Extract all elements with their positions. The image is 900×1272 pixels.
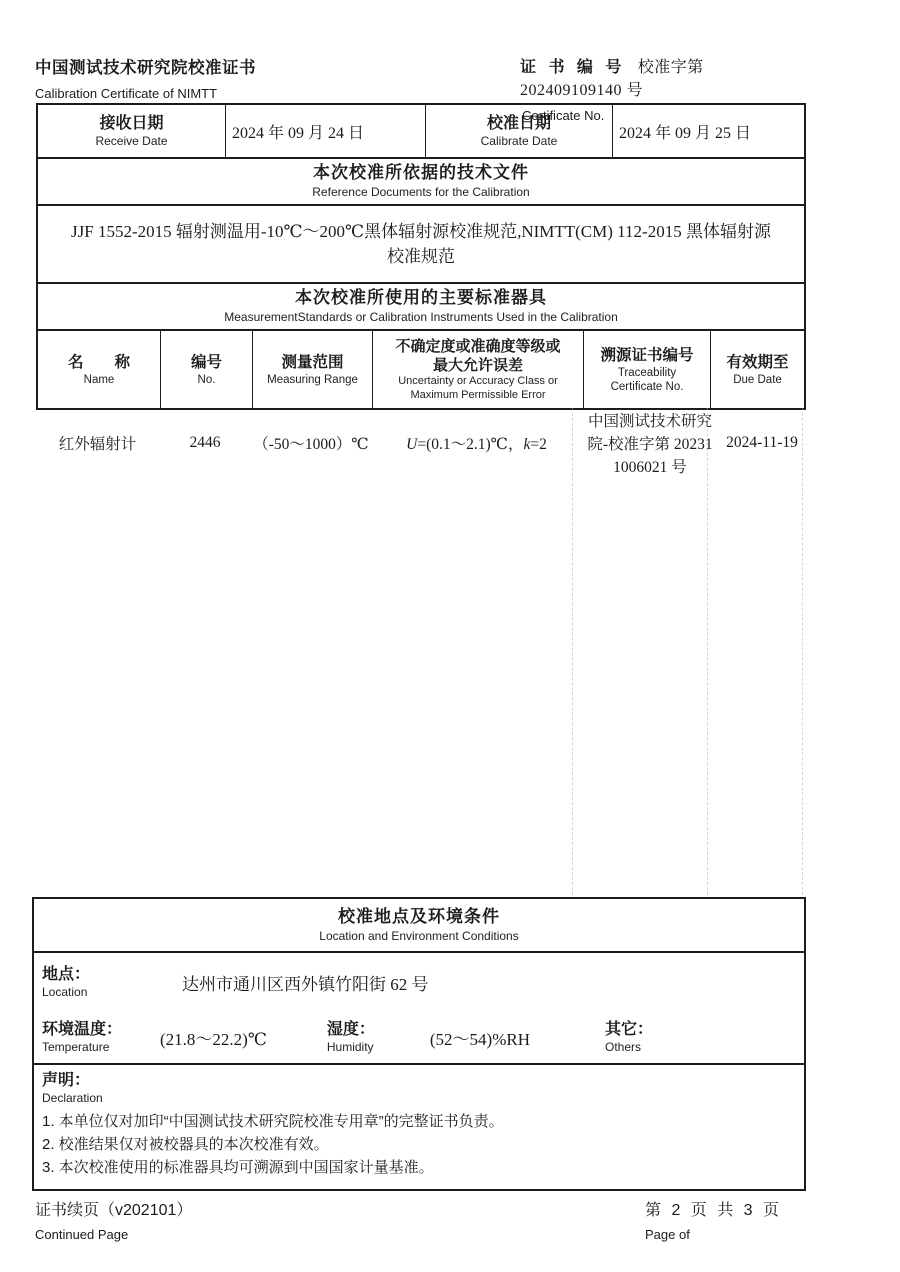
column-header-due xyxy=(711,331,804,408)
humidity-value: (52～54)%RH xyxy=(429,1029,530,1049)
reference-docs-title-zh: 本次校准所依据的技术文件 xyxy=(313,163,529,182)
instrument-no: 2446 xyxy=(189,434,221,451)
declaration-label-zh: 声明： xyxy=(42,1072,91,1089)
traceability-line3: 1006021 号 xyxy=(613,459,687,476)
page-number-en: Page of xyxy=(645,1227,690,1242)
reference-docs-content xyxy=(38,204,804,282)
instrument-traceability xyxy=(582,405,718,481)
temperature-value: (21.8～22.2)℃ xyxy=(160,1029,267,1049)
column-uncertainty-en-line2: Maximum Permissible Error xyxy=(410,388,546,401)
continued-page-en: Continued Page xyxy=(35,1227,129,1242)
declaration-item-3: 3. 本次校准使用的标准器具均可溯源到中国国家计量基准。 xyxy=(42,1159,434,1176)
location-label-en: Location xyxy=(42,984,88,999)
traceability-line2: 院-校准字第 20231 xyxy=(587,436,713,453)
declaration-items xyxy=(42,1110,796,1179)
standards-title xyxy=(38,282,804,329)
declaration-section xyxy=(34,1063,804,1189)
certificate-title-zh: 中国测试技术研究院校准证书 xyxy=(35,59,256,77)
environment-row xyxy=(34,1011,804,1063)
receive-date-label-zh: 接收日期 xyxy=(99,114,164,132)
certificate-no-label-en: Certificate No. xyxy=(522,108,605,123)
location-row xyxy=(34,953,804,1011)
standards-title-zh: 本次校准所使用的主要标准器具 xyxy=(295,288,547,307)
declaration-item-2: 2. 校准结果仅对被校器具的本次校准有效。 xyxy=(42,1136,329,1153)
instrument-name: 红外辐射计 xyxy=(58,436,137,453)
location-label xyxy=(42,965,90,1000)
receive-date-value-cell xyxy=(226,105,426,157)
calibrate-date-label-cell xyxy=(426,105,613,157)
declaration-item-1: 1. 本单位仅对加印“中国测试技术研究院校准专用章”的完整证书负责。 xyxy=(42,1113,504,1130)
column-range-zh: 测量范围 xyxy=(281,353,344,371)
calibrate-date-label-zh: 校准日期 xyxy=(486,114,551,132)
column-header-uncertainty xyxy=(373,331,584,408)
location-label-zh: 地点： xyxy=(42,965,91,983)
column-range-en: Measuring Range xyxy=(267,373,358,386)
scan-artifact-line xyxy=(707,408,708,895)
instrument-uncertainty xyxy=(371,405,582,481)
column-traceability-en-line2: Certificate No. xyxy=(610,380,684,393)
declaration-label-en: Declaration xyxy=(42,1091,103,1105)
uncertainty-expression: U=(0.1～2.1)℃，k=2 xyxy=(406,436,547,453)
calibrate-date-label-en: Calibrate Date xyxy=(480,133,558,148)
continued-page-zh: 证书续页（v202101） xyxy=(35,1202,193,1219)
column-header-name xyxy=(38,331,161,408)
certificate-title-en: Calibration Certificate of NIMTT xyxy=(35,86,218,101)
location-environment-table xyxy=(32,897,806,1191)
temperature-label xyxy=(42,1020,122,1055)
certificate-no-line xyxy=(520,54,806,100)
column-uncertainty-zh-line1: 不确定度或准确度等级或 xyxy=(395,338,561,355)
page-footer xyxy=(35,1197,806,1243)
others-label xyxy=(605,1020,653,1055)
column-uncertainty-zh-line2: 最大允许误差 xyxy=(432,357,523,374)
location-value: 达州市通川区西外镇竹阳街 62 号 xyxy=(182,974,429,994)
receive-date-label-cell xyxy=(38,105,226,157)
humidity-label xyxy=(327,1020,375,1055)
standard-instrument-row xyxy=(36,405,806,481)
scan-artifact-line xyxy=(572,408,573,895)
certificate-no-value: 校准字第 202409109140 号 xyxy=(520,59,704,99)
others-label-en: Others xyxy=(604,1039,641,1054)
instrument-range: （-50～1000）℃ xyxy=(253,436,369,453)
temperature-label-en: Temperature xyxy=(42,1039,110,1054)
column-name-en: Name xyxy=(83,373,115,386)
column-header-no xyxy=(161,331,253,408)
humidity-label-zh: 湿度： xyxy=(326,1020,375,1038)
location-env-title xyxy=(34,899,804,953)
calibration-info-table xyxy=(36,103,806,410)
dates-row xyxy=(38,105,804,157)
column-header-range xyxy=(253,331,373,408)
column-due-zh: 有效期至 xyxy=(726,353,789,371)
standards-header-row xyxy=(38,329,804,408)
humidity-label-en: Humidity xyxy=(326,1039,374,1054)
column-traceability-zh: 溯源证书编号 xyxy=(600,346,694,364)
scan-artifact-line xyxy=(802,408,803,895)
reference-docs-line2: 校准规范 xyxy=(387,247,455,266)
standards-title-en: MeasurementStandards or Calibration Instruments Used in the Calibration xyxy=(224,310,618,324)
column-name-zh: 名 称 xyxy=(67,353,130,371)
column-no-zh: 编号 xyxy=(190,353,222,371)
column-uncertainty-en-line1: Uncertainty or Accuracy Class or xyxy=(398,375,558,387)
certificate-no-label-zh: 证 书 编 号 xyxy=(520,59,626,76)
reference-docs-title xyxy=(38,157,804,204)
location-env-title-en: Location and Environment Conditions xyxy=(319,928,519,943)
column-traceability-en-line1: Traceability xyxy=(617,366,677,379)
calibrate-date-value: 2024 年 09 月 25 日 xyxy=(619,124,752,142)
receive-date-label-en: Receive Date xyxy=(95,133,168,148)
calibrate-date-value-cell xyxy=(613,105,804,157)
column-header-traceability xyxy=(584,331,711,408)
receive-date-value: 2024 年 09 月 24 日 xyxy=(232,124,365,142)
traceability-line1: 中国测试技术研究 xyxy=(587,413,712,430)
reference-docs-title-en: Reference Documents for the Calibration xyxy=(312,185,530,199)
reference-docs-line1: JJF 1552-2015 辐射测温用-10℃～200℃黑体辐射源校准规范,NIMTT(CM) 112-2015 黑体辐射源 xyxy=(71,222,771,241)
column-due-en: Due Date xyxy=(733,373,782,386)
location-env-title-zh: 校准地点及环境条件 xyxy=(338,906,500,926)
column-no-en: No. xyxy=(197,373,216,386)
temperature-label-zh: 环境温度： xyxy=(42,1020,123,1038)
page-number-zh: 第 2 页 共 3 页 xyxy=(645,1202,783,1219)
footer-right xyxy=(645,1197,782,1242)
instrument-due-date: 2024-11-19 xyxy=(726,434,798,451)
others-label-zh: 其它： xyxy=(604,1020,653,1038)
